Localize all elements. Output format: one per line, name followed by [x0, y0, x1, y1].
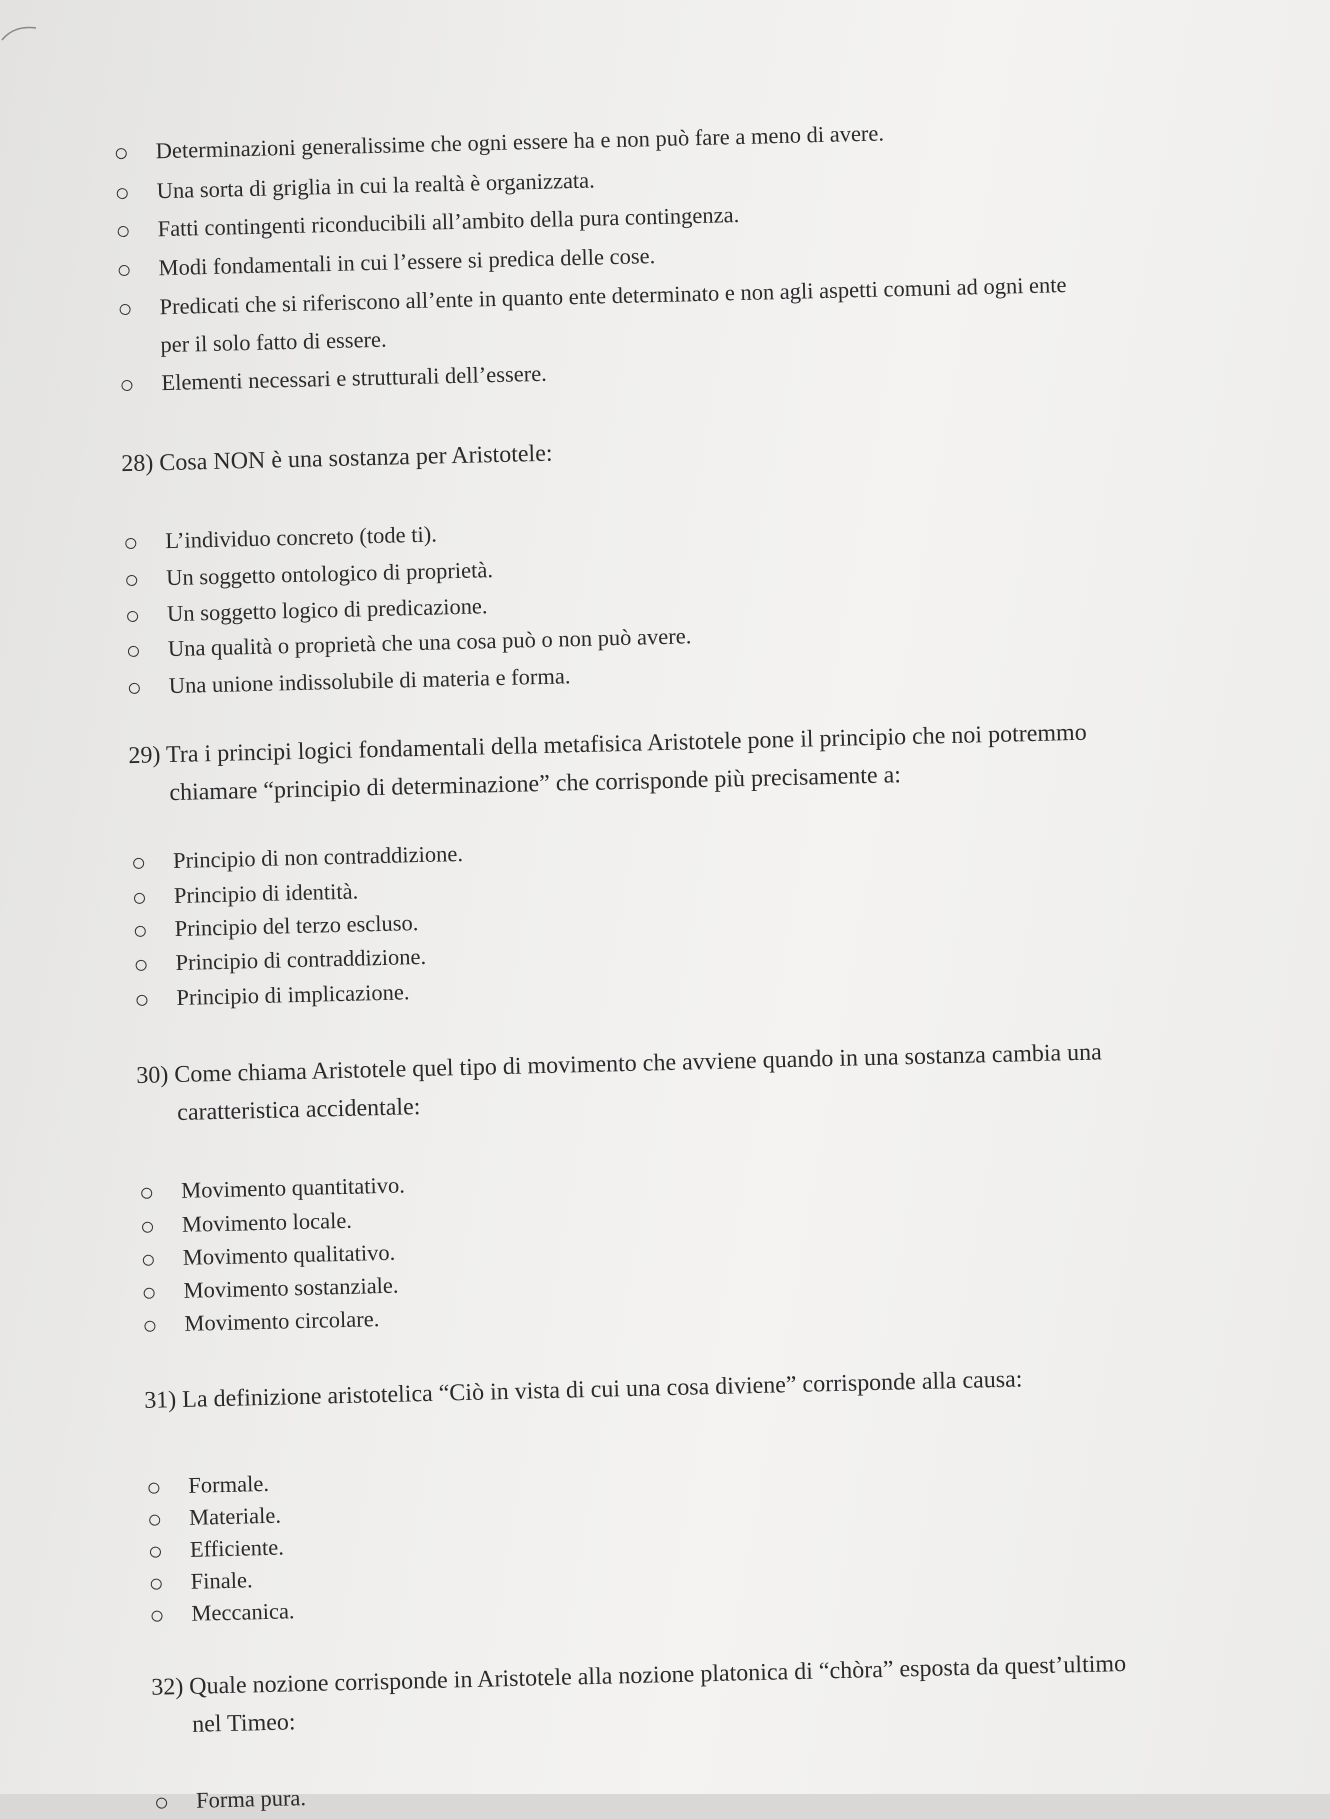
option[interactable]: Finale.: [190, 1565, 253, 1597]
option[interactable]: Principio di non contraddizione.: [173, 839, 464, 876]
option[interactable]: Fatti contingenti riconducibili all’ambito della pura contingenza.: [157, 200, 739, 244]
question-30: 30) Come chiama Aristotele quel tipo di movimento che avviene quando in una sostanza cambia una caratteristica accidentale:: [136, 1039, 1103, 1126]
option[interactable]: Determinazioni generalissime che ogni essere ha e non può fare a meno di avere.: [155, 118, 884, 166]
radio-bullet-icon[interactable]: [151, 1579, 162, 1590]
option[interactable]: Un soggetto logico di predicazione.: [167, 591, 488, 629]
option[interactable]: Movimento circolare.: [184, 1304, 380, 1339]
question-32: 32) Quale nozione corrisponde in Aristotele alla nozione platonica di “chòra” esposta da quest’ultimo nel Timeo:: [150, 1650, 1127, 1738]
question-28: 28) Cosa NON è una sostanza per Aristotele:: [121, 440, 553, 478]
option[interactable]: Movimento locale.: [182, 1206, 353, 1240]
option[interactable]: Principio di implicazione.: [176, 977, 410, 1013]
radio-bullet-icon[interactable]: [144, 1288, 155, 1299]
option[interactable]: Una qualità o proprietà che una cosa può o non può avere.: [168, 621, 692, 664]
option[interactable]: Principio del terzo escluso.: [174, 908, 418, 944]
radio-bullet-icon[interactable]: [134, 893, 145, 904]
radio-bullet-icon[interactable]: [149, 1515, 160, 1526]
radio-bullet-icon[interactable]: [148, 1483, 159, 1494]
option[interactable]: Efficiente.: [190, 1533, 285, 1565]
radio-bullet-icon[interactable]: [117, 188, 128, 199]
option[interactable]: Elementi necessari e strutturali dell’essere.: [161, 359, 547, 398]
option[interactable]: Predicati che si riferiscono all’ente in quanto ente determinato e non agli aspetti comuni ad ogni ente: [159, 270, 1067, 322]
option[interactable]: Materiale.: [189, 1501, 282, 1533]
radio-bullet-icon[interactable]: [119, 304, 130, 315]
radio-bullet-icon[interactable]: [121, 380, 132, 391]
radio-bullet-icon[interactable]: [125, 538, 136, 549]
radio-bullet-icon[interactable]: [135, 960, 146, 971]
radio-bullet-icon[interactable]: [143, 1255, 154, 1266]
radio-bullet-icon[interactable]: [126, 575, 137, 586]
radio-bullet-icon[interactable]: [133, 858, 144, 869]
radio-bullet-icon[interactable]: [129, 683, 140, 694]
radio-bullet-icon[interactable]: [118, 226, 129, 237]
option[interactable]: Forma pura.: [196, 1783, 307, 1816]
option[interactable]: L’individuo concreto (tode ti).: [165, 519, 437, 556]
radio-bullet-icon[interactable]: [128, 646, 139, 657]
radio-bullet-icon[interactable]: [119, 265, 130, 276]
question-29: 29) Tra i principi logici fondamentali della metafisica Aristotele pone il principio che noi potremmo chiamare “principio di determinazione” che corrisponde più precisamente a:: [128, 719, 1087, 807]
option[interactable]: Una unione indissolubile di materia e forma.: [168, 661, 570, 701]
radio-bullet-icon[interactable]: [116, 148, 127, 159]
option[interactable]: Principio di contraddizione.: [175, 942, 426, 978]
radio-bullet-icon[interactable]: [142, 1222, 153, 1233]
option-continuation: per il solo fatto di essere.: [160, 326, 387, 358]
radio-bullet-icon[interactable]: [156, 1797, 167, 1808]
radio-bullet-icon[interactable]: [151, 1611, 162, 1622]
radio-bullet-icon[interactable]: [144, 1321, 155, 1332]
option[interactable]: Meccanica.: [191, 1596, 295, 1629]
option[interactable]: Modi fondamentali in cui l’essere si predica delle cose.: [158, 241, 655, 283]
option[interactable]: Movimento sostanziale.: [183, 1271, 399, 1306]
option[interactable]: Un soggetto ontologico di proprietà.: [166, 555, 493, 593]
option[interactable]: Movimento quantitativo.: [181, 1170, 405, 1205]
option[interactable]: Una sorta di griglia in cui la realtà è organizzata.: [156, 166, 595, 207]
radio-bullet-icon[interactable]: [135, 926, 146, 937]
radio-bullet-icon[interactable]: [136, 995, 147, 1006]
radio-bullet-icon[interactable]: [127, 611, 138, 622]
radio-bullet-icon[interactable]: [141, 1188, 152, 1199]
option[interactable]: Principio di identità.: [174, 877, 359, 911]
question-31: 31) La definizione aristotelica “Ciò in vista di cui una cosa diviene” corrisponde alla causa:: [143, 1366, 1023, 1414]
option[interactable]: Formale.: [188, 1469, 269, 1501]
radio-bullet-icon[interactable]: [150, 1547, 161, 1558]
option[interactable]: Movimento qualitativo.: [182, 1238, 395, 1273]
